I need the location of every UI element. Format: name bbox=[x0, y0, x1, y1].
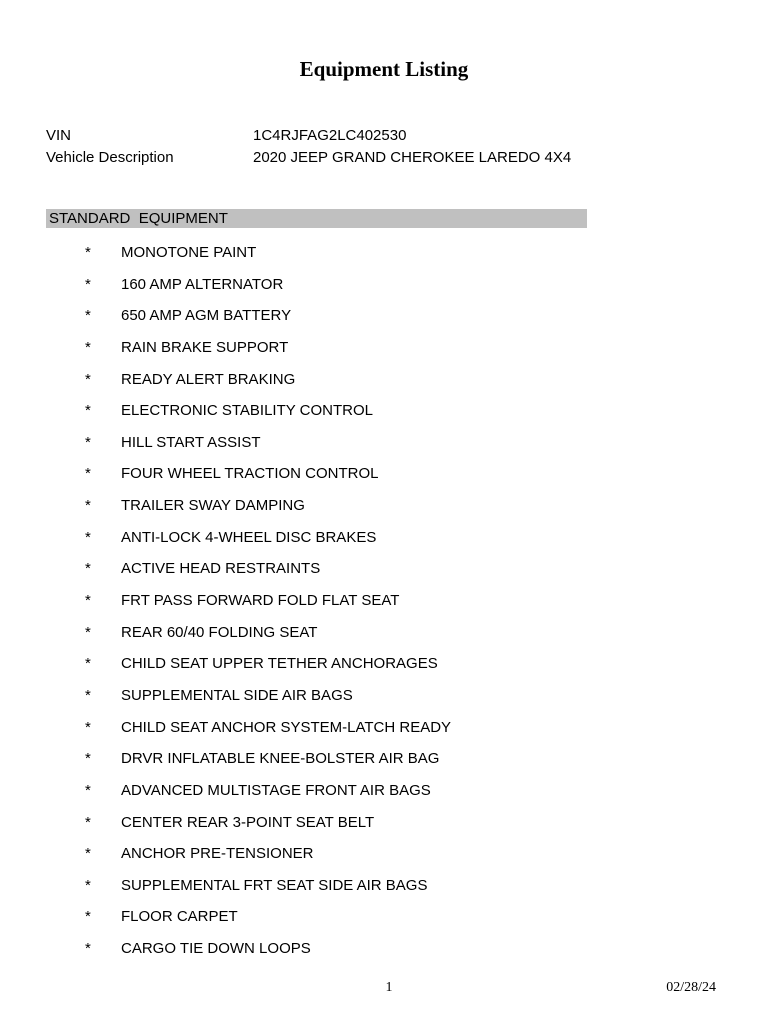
vehicle-description-label: Vehicle Description bbox=[46, 149, 174, 166]
list-item bbox=[0, 307, 768, 339]
list-item-label: 160 AMP ALTERNATOR bbox=[121, 275, 284, 293]
equipment-list bbox=[0, 244, 768, 972]
list-bullet: * bbox=[85, 876, 91, 894]
list-item-label: ANTI-LOCK 4-WHEEL DISC BRAKES bbox=[121, 528, 377, 546]
list-item-label: TRAILER SWAY DAMPING bbox=[121, 497, 305, 515]
list-item bbox=[0, 624, 768, 656]
list-bullet: * bbox=[85, 940, 91, 958]
list-item-label: CHILD SEAT ANCHOR SYSTEM-LATCH READY bbox=[121, 718, 452, 736]
list-bullet: * bbox=[85, 528, 91, 546]
list-item bbox=[0, 687, 768, 719]
list-item bbox=[0, 371, 768, 403]
list-item bbox=[0, 908, 768, 940]
footer-date: 02/28/24 bbox=[666, 980, 716, 995]
list-bullet: * bbox=[85, 813, 91, 831]
list-item-label: FRT PASS FORWARD FOLD FLAT SEAT bbox=[121, 592, 400, 610]
list-bullet: * bbox=[85, 781, 91, 799]
list-item-label: FLOOR CARPET bbox=[121, 908, 238, 926]
standard-equipment-header bbox=[46, 209, 587, 228]
list-bullet: * bbox=[85, 686, 91, 704]
list-bullet: * bbox=[85, 560, 91, 578]
list-item bbox=[0, 940, 768, 972]
list-item bbox=[0, 750, 768, 782]
list-bullet: * bbox=[85, 433, 91, 451]
section-header-label: STANDARD EQUIPMENT bbox=[49, 210, 228, 227]
list-item bbox=[0, 434, 768, 466]
list-item bbox=[0, 244, 768, 276]
list-bullet: * bbox=[85, 370, 91, 388]
list-bullet: * bbox=[85, 275, 91, 293]
list-item bbox=[0, 529, 768, 561]
list-item bbox=[0, 497, 768, 529]
list-item bbox=[0, 560, 768, 592]
list-item bbox=[0, 877, 768, 909]
list-bullet: * bbox=[85, 908, 91, 926]
list-item-label: MONOTONE PAINT bbox=[121, 244, 257, 261]
list-item-label: ACTIVE HEAD RESTRAINTS bbox=[121, 560, 321, 578]
list-bullet: * bbox=[85, 307, 91, 325]
list-item-label: RAIN BRAKE SUPPORT bbox=[121, 338, 289, 356]
list-item-label: FOUR WHEEL TRACTION CONTROL bbox=[121, 465, 379, 483]
list-bullet: * bbox=[85, 402, 91, 420]
list-item bbox=[0, 276, 768, 308]
list-bullet: * bbox=[85, 655, 91, 673]
vin-value: 1C4RJFAG2LC402530 bbox=[253, 127, 407, 144]
list-item bbox=[0, 402, 768, 434]
vin-label: VIN bbox=[46, 127, 72, 144]
list-item-label: CARGO TIE DOWN LOOPS bbox=[121, 940, 311, 958]
list-bullet: * bbox=[85, 750, 91, 768]
list-item bbox=[0, 782, 768, 814]
list-item-label: REAR 60/40 FOLDING SEAT bbox=[121, 623, 318, 641]
page-title: Equipment Listing bbox=[299, 57, 469, 81]
list-item-label: 650 AMP AGM BATTERY bbox=[121, 307, 292, 325]
list-bullet: * bbox=[85, 623, 91, 641]
list-item bbox=[0, 339, 768, 371]
list-bullet: * bbox=[85, 465, 91, 483]
list-item-label: READY ALERT BRAKING bbox=[121, 370, 296, 388]
list-item-label: CHILD SEAT UPPER TETHER ANCHORAGES bbox=[121, 655, 438, 673]
list-item-label: DRVR INFLATABLE KNEE-BOLSTER AIR BAG bbox=[121, 750, 440, 768]
list-item-label: SUPPLEMENTAL FRT SEAT SIDE AIR BAGS bbox=[121, 876, 428, 894]
list-item-label: ANCHOR PRE-TENSIONER bbox=[121, 845, 314, 863]
list-bullet: * bbox=[85, 592, 91, 610]
list-item-label: ADVANCED MULTISTAGE FRONT AIR BAGS bbox=[121, 781, 431, 799]
list-bullet: * bbox=[85, 338, 91, 356]
list-bullet: * bbox=[85, 244, 91, 261]
list-bullet: * bbox=[85, 718, 91, 736]
list-item bbox=[0, 845, 768, 877]
page-number: 1 bbox=[385, 980, 393, 995]
list-item-label: CENTER REAR 3-POINT SEAT BELT bbox=[121, 813, 375, 831]
list-item bbox=[0, 719, 768, 751]
list-item bbox=[0, 655, 768, 687]
list-item-label: SUPPLEMENTAL SIDE AIR BAGS bbox=[121, 686, 353, 704]
list-bullet: * bbox=[85, 845, 91, 863]
list-item-label: HILL START ASSIST bbox=[121, 433, 261, 451]
vehicle-description-value: 2020 JEEP GRAND CHEROKEE LAREDO 4X4 bbox=[253, 149, 572, 166]
list-item bbox=[0, 814, 768, 846]
list-item-label: ELECTRONIC STABILITY CONTROL bbox=[121, 402, 373, 420]
list-item bbox=[0, 465, 768, 497]
list-bullet: * bbox=[85, 497, 91, 515]
list-item bbox=[0, 592, 768, 624]
